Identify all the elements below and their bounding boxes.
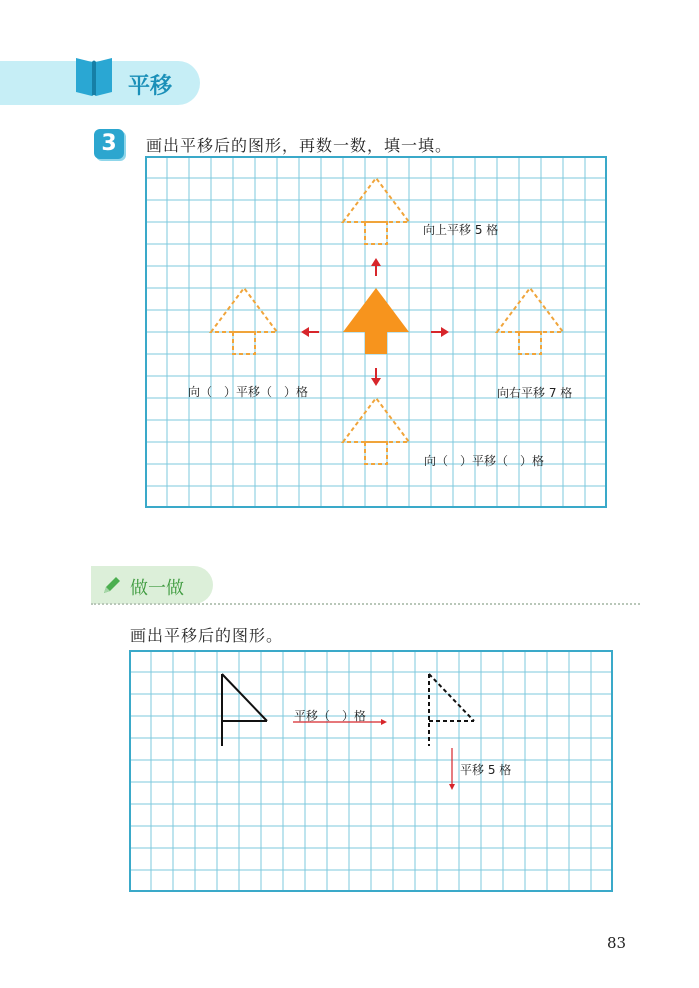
problem-instruction: 画出平移后的图形，再数一数，填一填。 [146,136,453,155]
dashed-arrow-up [343,178,409,244]
label-down: 向（ ）平移（ ）格 [424,454,545,468]
solid-flag-shape [222,674,267,746]
practice-instruction: 画出平移后的图形。 [130,626,284,645]
dashed-arrow-left [211,288,277,354]
red-arrow-down-line [449,748,455,790]
red-arrow-down-icon [371,368,381,386]
solid-arrow-shape [343,288,409,354]
dashed-arrow-down [343,398,409,464]
label-right: 向右平移 7 格 [497,386,573,400]
label-up: 向上平移 5 格 [423,223,499,237]
dashed-arrow-right [497,288,563,354]
practice-title: 做一做 [130,578,184,599]
label-shift-right: 平移（ ）格 [294,709,367,723]
red-arrow-right-icon [431,327,449,337]
grid-paper-practice [129,650,613,892]
book-icon [74,54,114,98]
label-left: 向（ ）平移（ ）格 [188,385,309,399]
red-arrow-up-icon [371,258,381,276]
label-shift-down: 平移 5 格 [460,763,512,777]
section-title: 平移 [128,74,173,99]
dotted-divider [91,603,640,605]
red-arrow-left-icon [301,327,319,337]
pencil-icon [100,573,124,597]
dashed-flag-shape [429,674,474,746]
problem-number-badge: 3 [94,129,124,159]
page-number: 83 [607,934,627,952]
